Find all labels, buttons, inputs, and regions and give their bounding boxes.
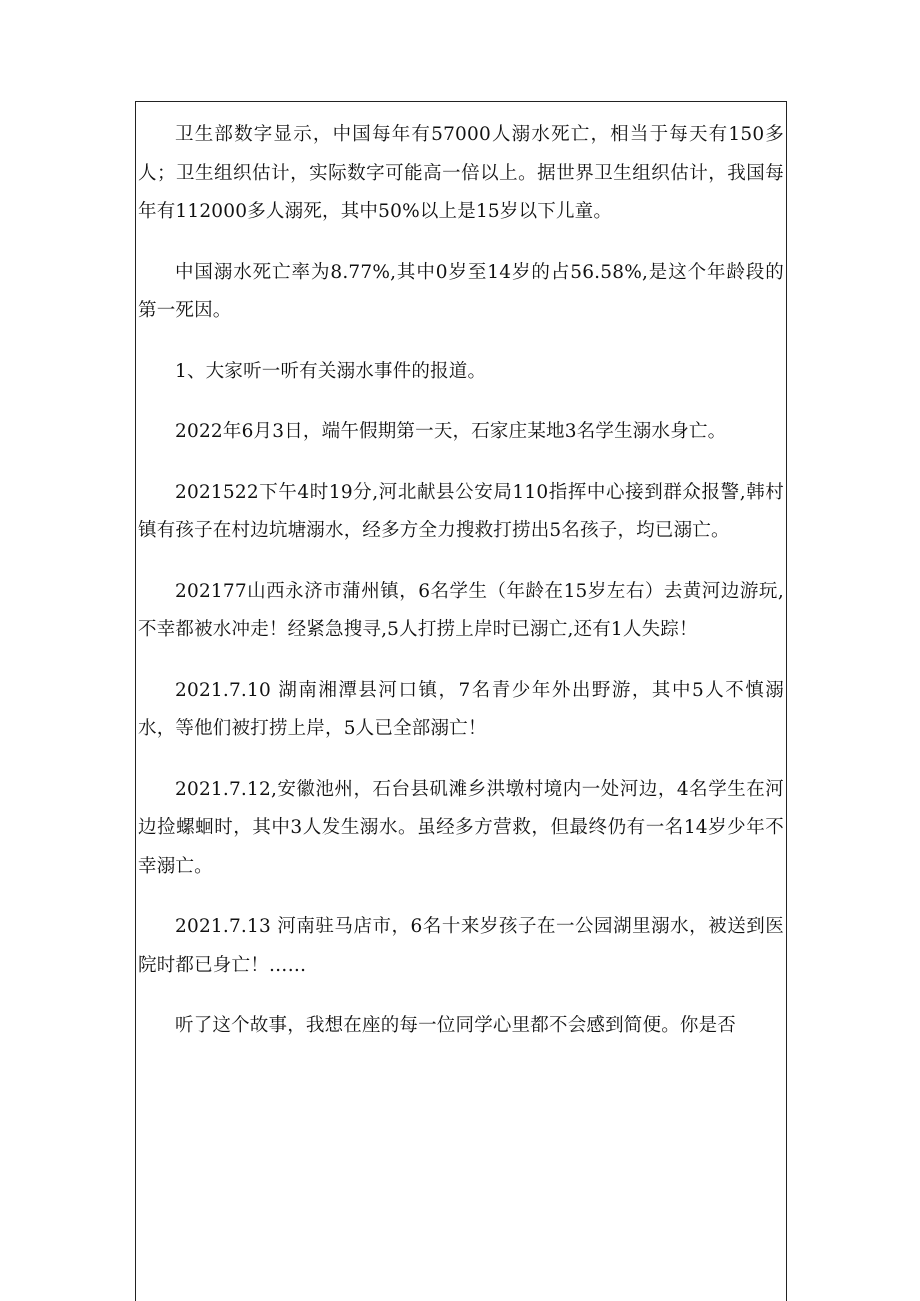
paragraph-report-shijiazhuang: 2022年6月3日，端午假期第一天，石家庄某地3名学生溺水身亡。 (175, 421, 727, 442)
paragraph-report-chizhou: 2021.7.12,安徽池州，石台县矶滩乡洪墩村境内一处河边，4名学生在河边捡螺蛔时，其中3人发生溺水。虽经多方营救，但最终仍有一名14岁少年不幸溺亡。 (138, 778, 784, 877)
paragraph-statistics: 卫生部数字显示，中国每年有57000人溺水死亡，相当于每天有150多人；卫生组织估计，实际数字可能高一倍以上。据世界卫生组织估计，我国每年有112000多人溺死，其中50%以上是15岁以下儿童。 (138, 124, 784, 222)
paragraph-report-yongji: 202177山西永济市蒲州镇，6名学生（年龄在15岁左右）去黄河边游玩,不幸都被水冲走！经紧急搜寻,5人打捞上岸时已溺亡,还有1人失踪！ (138, 580, 784, 640)
paragraph-reflection: 听了这个故事，我想在座的每一位同学心里都不会感到简便。你是否 (175, 1015, 737, 1036)
paragraph-death-rate: 中国溺水死亡率为8.77%,其中0岁至14岁的占56.58%,是这个年龄段的第一死因。 (138, 261, 784, 321)
paragraph-reports-heading: 1、大家听一听有关溺水事件的报道。 (175, 360, 487, 382)
paragraph-report-zhumadian: 2021.7.13 河南驻马店市，6名十来岁孩子在一公园湖里溺水，被送到医院时都已身亡！…… (138, 916, 784, 976)
document-body (138, 116, 784, 1068)
document-frame (135, 101, 787, 1301)
paragraph-report-xianxian: 2021522下午4时19分,河北献县公安局110指挥中心接到群众报警,韩村镇有孩子在村边坑塘溺水，经多方全力搜救打捞出5名孩子，均已溺亡。 (138, 481, 784, 541)
paragraph-report-xiangtan: 2021.7.10 湖南湘潭县河口镇，7名青少年外出野游，其中5人不慎溺水，等他们被打捞上岸，5人已全部溺亡！ (138, 679, 784, 739)
